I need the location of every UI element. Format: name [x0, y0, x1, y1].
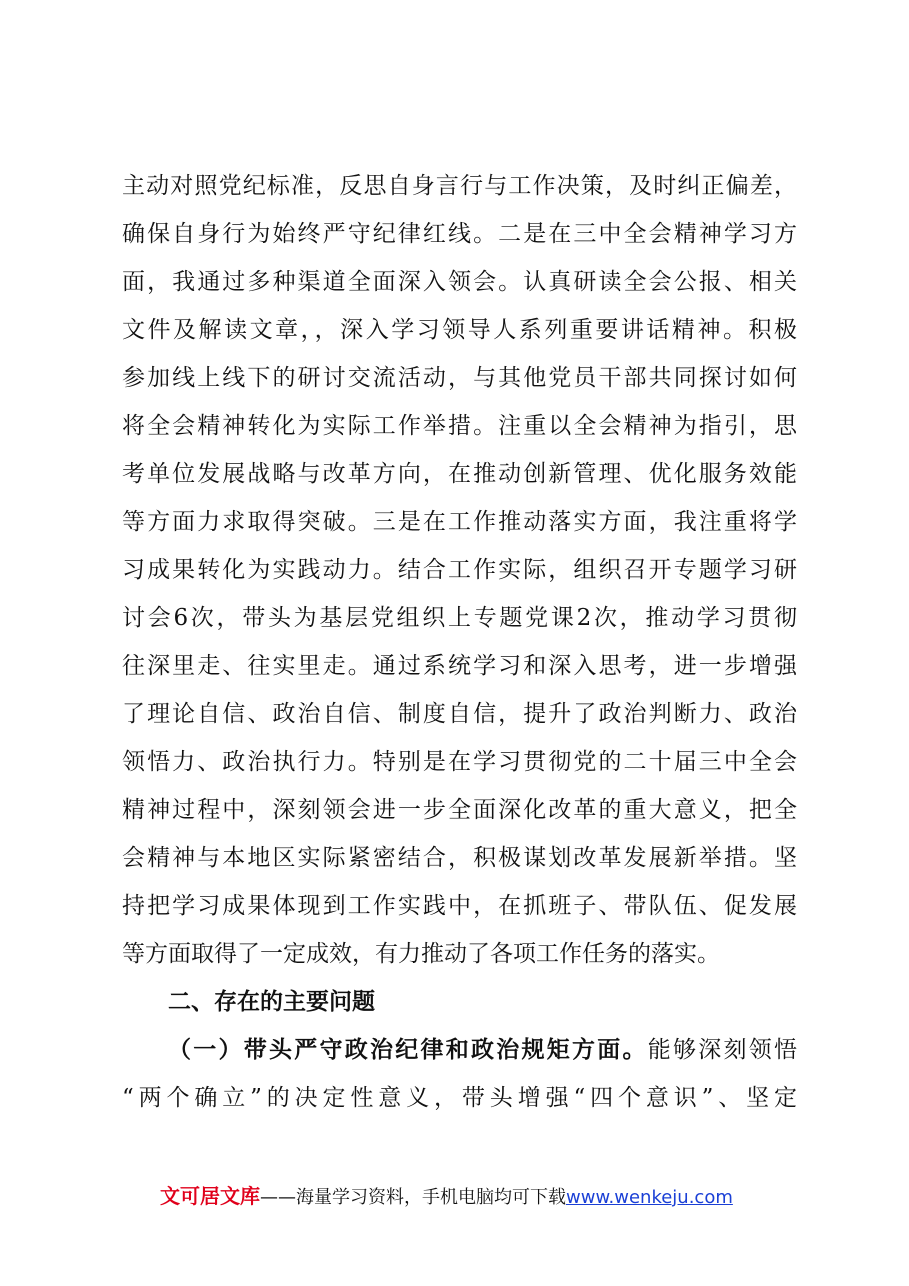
body-line-7: 考单位发展战略与改革方向，在推动创新管理、优化服务效能: [122, 461, 797, 487]
body-line-2: 确保自身行为始终严守纪律红线。二是在三中全会精神学习方: [122, 221, 797, 247]
body-line-16: 持把学习成果体现到工作实践中，在抓班子、带队伍、促发展: [122, 893, 797, 919]
subsection-line-1-rest: 能够深刻领悟: [647, 1037, 797, 1063]
subsection-line-2: “两个确立”的决定性意义，带头增强“四个意识”、坚定: [122, 1085, 797, 1111]
subsection-title: （一）带头严守政治纪律和政治规矩方面。: [168, 1037, 648, 1063]
body-line-15: 会精神与本地区实际紧密结合，积极谋划改革发展新举措。坚: [122, 845, 797, 871]
body-line-17: 等方面取得了一定成效，有力推动了各项工作任务的落实。: [122, 941, 720, 967]
section-heading: 二、存在的主要问题: [168, 989, 375, 1015]
body-line-11: 往深里走、往实里走。通过系统学习和深入思考，进一步增强: [122, 653, 797, 679]
footer-dash: ——: [260, 1187, 296, 1208]
body-line-10: 讨会6次，带头为基层党组织上专题党课2次，推动学习贯彻: [122, 605, 797, 631]
body-line-13: 领悟力、政治执行力。特别是在学习贯彻党的二十届三中全会: [122, 749, 797, 775]
footer-url-link[interactable]: www.wenkeju.com: [566, 1187, 733, 1208]
body-line-3: 面，我通过多种渠道全面深入领会。认真研读全会公报、相关: [122, 269, 797, 295]
footer-tagline: 海量学习资料，手机电脑均可下载: [296, 1187, 566, 1208]
body-line-4: 文件及解读文章，，深入学习领导人系列重要讲话精神。积极: [122, 317, 797, 343]
body-line-1: 主动对照党纪标准，反思自身言行与工作决策，及时纠正偏差，: [122, 173, 797, 199]
footer-banner: [160, 1184, 733, 1210]
footer-brand: 文可居文库: [160, 1184, 260, 1208]
body-line-6: 将全会精神转化为实际工作举措。注重以全会精神为指引，思: [122, 413, 797, 439]
body-line-9: 习成果转化为实践动力。结合工作实际，组织召开专题学习研: [122, 557, 797, 583]
subsection-line-1: [168, 1034, 797, 1066]
body-line-8: 等方面力求取得突破。三是在工作推动落实方面，我注重将学: [122, 509, 797, 535]
body-line-14: 精神过程中，深刻领会进一步全面深化改革的重大意义，把全: [122, 797, 797, 823]
body-line-5: 参加线上线下的研讨交流活动，与其他党员干部共同探讨如何: [122, 365, 797, 391]
body-line-12: 了理论自信、政治自信、制度自信，提升了政治判断力、政治: [122, 701, 797, 727]
